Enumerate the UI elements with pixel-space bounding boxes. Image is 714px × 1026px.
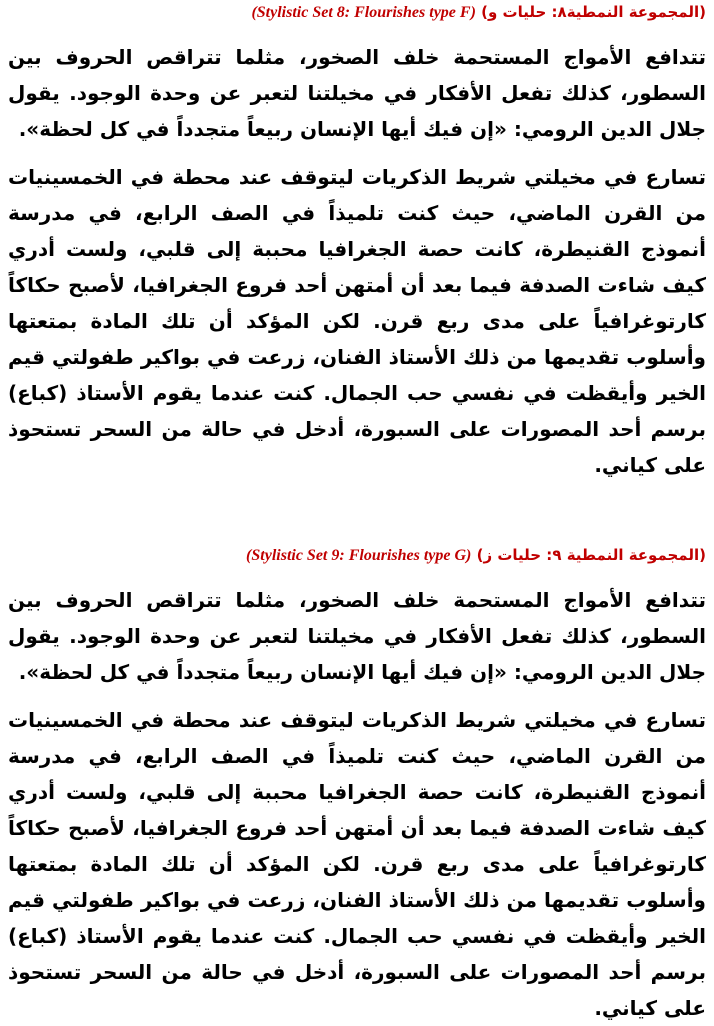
specimen-paragraph: تسارع في مخيلتي شريط الذكريات ليتوقف عند محطة في الخمسينيات من القرن الماضي، حيث كنت تلميذاً في الصف الرابع، في مدرسة أنموذج القنيطرة، كانت حصة الجغرافيا محببة إلى قلبي، ولست أدري كيف شاءت الصدفة فيما بعد أن أمتهن أحد فروع الجغرافيا، لأصبح حكاكاً كارتوغرافياً على مدى ربع قرن. لكن المؤكد أن تلك المادة بمتعتها وأسلوب تقديمها من ذلك الأستاذ الفنان، زرعت في بواكير طفولتي قيم الخير وأيقظت في نفسي حب الجمال. كنت عندما يقوم الأستاذ (كباع) برسم أحد المصورات على السبورة، أدخل في حالة من السحر تستحوذ على كياني. (8, 165, 706, 477)
specimen-paragraph: تتدافع الأمواج المستحمة خلف الصخور، مثلما تتراقص الحروف بين السطور، كذلك تفعل الأفكار في مخيلتنا لتعبر عن وحدة الوجود. يقول جلال الدين الرومي: «إن فيك أيها الإنسان ربيعاً متجدداً في كل لحظة». (8, 588, 706, 684)
heading-arabic-label: (المجموعة النمطية٨: حليات و) (481, 3, 706, 21)
heading-arabic-label: (المجموعة النمطية ٩: حليات ز) (476, 546, 706, 564)
specimen-paragraph: تتدافع الأمواج المستحمة خلف الصخور، مثلما تتراقص الحروف بين السطور، كذلك تفعل الأفكار في مخيلتنا لتعبر عن وحدة الوجود. يقول جلال الدين الرومي: «إن فيك أيها الإنسان ربيعاً متجدداً في كل لحظة». (8, 45, 706, 141)
heading-latin-label: (Stylistic Set 9: Flourishes type G) (246, 547, 472, 564)
specimen-paragraph: تسارع في مخيلتي شريط الذكريات ليتوقف عند محطة في الخمسينيات من القرن الماضي، حيث كنت تلميذاً في الصف الرابع، في مدرسة أنموذج القنيطرة، كانت حصة الجغرافيا محببة إلى قلبي، ولست أدري كيف شاءت الصدفة فيما بعد أن أمتهن أحد فروع الجغرافيا، لأصبح حكاكاً كارتوغرافياً على مدى ربع قرن. لكن المؤكد أن تلك المادة بمتعتها وأسلوب تقديمها من ذلك الأستاذ الفنان، زرعت في بواكير طفولتي قيم الخير وأيقظت في نفسي حب الجمال. كنت عندما يقوم الأستاذ (كباع) برسم أحد المصورات على السبورة، أدخل في حالة من السحر تستحوذ على كياني. (8, 708, 706, 1020)
section-heading (8, 2, 706, 23)
heading-latin-label: (Stylistic Set 8: Flourishes type F) (251, 4, 476, 21)
section-heading (8, 545, 706, 566)
stylistic-set-9-section (8, 545, 706, 1026)
stylistic-set-8-section (8, 2, 706, 483)
